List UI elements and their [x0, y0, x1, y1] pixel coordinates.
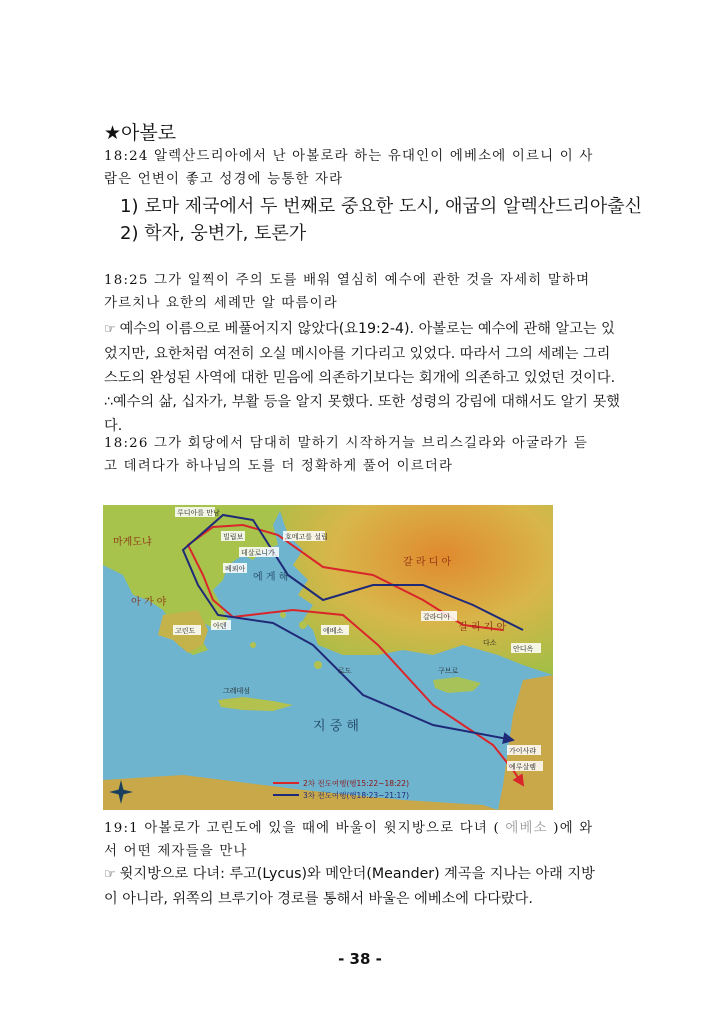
place-label: 루디아를 만남 — [177, 509, 220, 517]
place-label: 데살로니가 — [241, 549, 275, 557]
point-1: 1) 로마 제국에서 두 번째로 중요한 도시, 애굽의 알렉산드리아출신 — [120, 196, 643, 217]
place-label: 갈라디아 — [423, 613, 451, 621]
place-label: 가이사랴 — [509, 747, 537, 755]
region-label: 갈 라 디 아 — [403, 557, 452, 568]
verse-text: )에 와 — [553, 821, 594, 836]
verse-line: 람은 언변이 좋고 성경에 능통한 자라 — [104, 172, 344, 187]
verse-line: 18:26 그가 회당에서 담대히 말하기 시작하거늘 브리스길라와 아굴라가 듣 — [104, 436, 589, 451]
page-number: - 38 - — [338, 950, 382, 968]
verse-line: 고 데려다가 하나님의 도를 더 정확하게 풀어 이르더라 — [104, 459, 454, 474]
place-label: 고린도 — [175, 627, 196, 635]
pointing-hand-icon: ☞ — [104, 322, 116, 337]
verse-line: 18:24 알렉산드리아에서 난 아볼로라 하는 유대인이 에베소에 이르니 이 사 — [104, 149, 594, 164]
place-label: 빌립보 — [223, 533, 244, 541]
place-label: 다소 — [483, 639, 497, 647]
point-2: 2) 학자, 웅변가, 토론가 — [120, 223, 307, 244]
note-line: 스도의 완성된 사역에 대한 믿음에 의존하기보다는 회개에 의존하고 있었던 것이다. — [104, 370, 616, 386]
verse-faded-text: 에베소 — [505, 821, 548, 836]
section-heading: ★아볼로 — [104, 122, 177, 144]
verse-line: 18:25 그가 일찍이 주의 도를 배워 열심히 예수에 관한 것을 자세히 말하며 — [104, 273, 591, 288]
pointing-hand-icon: ☞ — [104, 867, 116, 882]
place-label: 아덴 — [213, 622, 227, 630]
verse-line: 가르치나 요한의 세례만 알 따름이라 — [104, 296, 338, 311]
aegean-label: 에 게 해 — [253, 572, 289, 583]
verse-19-1 — [104, 817, 620, 863]
verse-text: 19:1 아볼로가 고린도에 있을 때에 바울이 윗지방으로 다녀 ( — [104, 821, 500, 836]
note-line: ∴예수의 삶, 십자가, 부활 등을 알지 못했다. 또한 성령의 강림에 대해서도 알기 못했다. — [104, 394, 620, 434]
place-label: 그레데섬 — [223, 687, 251, 695]
note-line: 었지만, 요한처럼 여전히 오실 메시아를 기다리고 있었다. 따라서 그의 세례는 그리 — [104, 346, 611, 362]
commentary-note-2 — [104, 862, 620, 911]
sea-label: 지 중 해 — [313, 719, 359, 734]
verse-line: 서 어떤 제자들을 만나 — [104, 844, 248, 859]
place-label: 베뢰아 — [225, 565, 246, 573]
place-label: 구브로 — [438, 667, 459, 675]
missionary-journey-map — [103, 505, 553, 810]
note-line: 윗지방으로 다녀: 루고(Lycus)와 메안더(Meander) 계곡을 지나는 아래 지방 — [119, 866, 595, 882]
legend-item: 3차 전도여행(행18:23~21:17) — [303, 791, 409, 800]
verse-18-24 — [104, 145, 620, 191]
place-label: 예루살렘 — [509, 763, 537, 771]
note-line: 이 아니라, 위쪽의 브루기아 경로를 통해서 바울은 에베소에 다다랐다. — [104, 891, 533, 907]
legend-item: 2차 전도여행(행15:22~18:22) — [303, 779, 409, 788]
commentary-note — [104, 317, 620, 438]
place-label: 안디옥 — [513, 645, 534, 653]
note-line: 예수의 이름으로 베풀어지지 않았다(요19:2-4). 아볼로는 예수에 관해 알고는 있 — [119, 321, 615, 337]
place-label: 로도 — [338, 667, 352, 675]
region-label: 마게도냐 — [113, 537, 152, 548]
verse-18-26 — [104, 432, 620, 478]
verse-18-25 — [104, 269, 620, 315]
place-label: 호메고를 설립 — [285, 533, 328, 541]
region-label: 아 가 야 — [131, 597, 167, 608]
region-label: 길 리 기 아 — [458, 622, 507, 633]
place-label: 에베소 — [323, 627, 344, 635]
